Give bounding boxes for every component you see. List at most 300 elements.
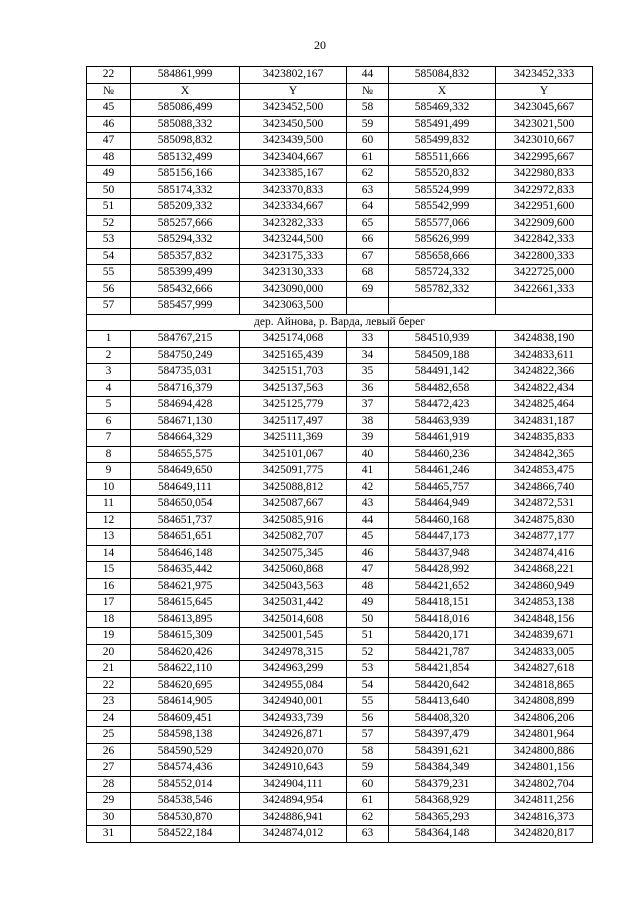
point-number-cell: 6 [87,413,131,430]
table-row [87,496,593,513]
y-coordinate-cell: 3423385,167 [240,166,347,183]
table-row [87,694,593,711]
table-row [87,562,593,579]
y-coordinate-cell: 3424820,817 [496,826,593,843]
point-number-cell: 67 [347,248,389,265]
y-coordinate-cell: 3424801,964 [496,727,593,744]
y-coordinate-cell: 3422972,833 [496,182,593,199]
x-coordinate-cell: 585156,166 [131,166,240,183]
x-coordinate-cell: 584622,110 [131,661,240,678]
table-row [87,166,593,183]
point-number-cell: 55 [87,265,131,282]
y-coordinate-cell: 3423090,000 [240,281,347,298]
point-number-cell: 33 [347,331,389,348]
y-coordinate-cell: 3424848,156 [496,611,593,628]
point-number-cell: № [87,83,131,100]
table-row [87,298,593,315]
x-coordinate-cell: 584472,423 [389,397,496,414]
y-coordinate-cell: 3425085,916 [240,512,347,529]
point-number-cell: 3 [87,364,131,381]
x-coordinate-cell: 584391,621 [389,743,496,760]
table-row [87,809,593,826]
table-row [87,710,593,727]
x-coordinate-cell: 584464,949 [389,496,496,513]
point-number-cell: 62 [347,166,389,183]
y-coordinate-cell: 3424842,365 [496,446,593,463]
point-number-cell: 43 [347,496,389,513]
table-row [87,529,593,546]
x-coordinate-cell: 585499,832 [389,133,496,150]
point-number-cell: 64 [347,199,389,216]
x-coordinate-cell: 584598,138 [131,727,240,744]
y-coordinate-cell: 3423404,667 [240,149,347,166]
x-coordinate-cell: 585457,999 [131,298,240,315]
x-coordinate-cell: 585782,332 [389,281,496,298]
y-coordinate-cell: 3423021,500 [496,116,593,133]
point-number-cell: 10 [87,479,131,496]
point-number-cell: 61 [347,793,389,810]
point-number-cell: 63 [347,826,389,843]
x-coordinate-cell: 584620,695 [131,677,240,694]
x-coordinate-cell: 584420,171 [389,628,496,645]
y-coordinate-cell: 3423045,667 [496,100,593,117]
point-number-cell: 31 [87,826,131,843]
x-coordinate-cell: 584368,929 [389,793,496,810]
point-number-cell: 18 [87,611,131,628]
x-coordinate-cell: 584615,645 [131,595,240,612]
point-number-cell: 60 [347,133,389,150]
x-coordinate-cell: 584635,442 [131,562,240,579]
x-coordinate-cell: 584365,293 [389,809,496,826]
point-number-cell: 39 [347,430,389,447]
y-coordinate-cell: 3424835,833 [496,430,593,447]
table-row [87,743,593,760]
y-coordinate-cell: 3422800,333 [496,248,593,265]
y-coordinate-cell: 3425091,775 [240,463,347,480]
x-coordinate-cell: 584421,787 [389,644,496,661]
table-row [87,611,593,628]
table-row [87,512,593,529]
x-coordinate-cell: 584613,895 [131,611,240,628]
x-coordinate-cell [389,298,496,315]
point-number-cell: 46 [87,116,131,133]
point-number-cell: 49 [87,166,131,183]
point-number-cell: 45 [87,100,131,117]
y-coordinate-cell: 3425151,703 [240,364,347,381]
y-coordinate-cell: 3424866,740 [496,479,593,496]
y-coordinate-cell: 3424816,373 [496,809,593,826]
x-coordinate-cell: 584509,188 [389,347,496,364]
x-coordinate-cell: 584615,309 [131,628,240,645]
y-coordinate-cell: 3423130,333 [240,265,347,282]
point-number-cell: 59 [347,760,389,777]
y-coordinate-cell: 3423370,833 [240,182,347,199]
x-coordinate-cell: 584379,231 [389,776,496,793]
table-row [87,446,593,463]
x-coordinate-cell: 584460,168 [389,512,496,529]
y-coordinate-cell: 3424833,005 [496,644,593,661]
x-coordinate-cell: 585469,332 [389,100,496,117]
x-coordinate-cell: 584735,031 [131,364,240,381]
y-coordinate-cell: Y [240,83,347,100]
point-number-cell: 48 [347,578,389,595]
y-coordinate-cell: 3425117,497 [240,413,347,430]
y-coordinate-cell: 3425031,442 [240,595,347,612]
table-row [87,776,593,793]
x-coordinate-cell: 584552,014 [131,776,240,793]
table-row [87,578,593,595]
y-coordinate-cell: 3424910,643 [240,760,347,777]
y-coordinate-cell: 3424963,299 [240,661,347,678]
point-number-cell: 52 [347,644,389,661]
table-row [87,347,593,364]
table-row [87,661,593,678]
table-row [87,430,593,447]
x-coordinate-cell: X [389,83,496,100]
y-coordinate-cell: 3423452,333 [496,67,593,84]
point-number-cell: 9 [87,463,131,480]
point-number-cell: 5 [87,397,131,414]
y-coordinate-cell: 3424811,256 [496,793,593,810]
point-number-cell: 1 [87,331,131,348]
y-coordinate-cell: 3425075,345 [240,545,347,562]
point-number-cell: 68 [347,265,389,282]
point-number-cell: 61 [347,149,389,166]
point-number-cell: 59 [347,116,389,133]
point-number-cell: 58 [347,743,389,760]
x-coordinate-cell: 585520,832 [389,166,496,183]
point-number-cell: 35 [347,364,389,381]
point-number-cell: 15 [87,562,131,579]
table-row [87,397,593,414]
point-number-cell: 14 [87,545,131,562]
y-coordinate-cell: 3422951,600 [496,199,593,216]
point-number-cell: 20 [87,644,131,661]
x-coordinate-cell: 584767,215 [131,331,240,348]
point-number-cell: 24 [87,710,131,727]
point-number-cell: 69 [347,281,389,298]
point-number-cell: 37 [347,397,389,414]
table-row [87,727,593,744]
point-number-cell: 29 [87,793,131,810]
point-number-cell: 56 [87,281,131,298]
y-coordinate-cell: 3424894,954 [240,793,347,810]
y-coordinate-cell: 3423282,333 [240,215,347,232]
point-number-cell: 58 [347,100,389,117]
table-row [87,793,593,810]
table-row [87,248,593,265]
y-coordinate-cell: 3422661,333 [496,281,593,298]
table-row [87,826,593,843]
x-coordinate-cell: 585086,499 [131,100,240,117]
point-number-cell: 60 [347,776,389,793]
y-coordinate-cell: 3425125,779 [240,397,347,414]
x-coordinate-cell: 584421,652 [389,578,496,595]
y-coordinate-cell: 3424874,012 [240,826,347,843]
point-number-cell: 13 [87,529,131,546]
table-row [87,364,593,381]
table-header-row [87,83,593,100]
x-coordinate-cell: 584651,651 [131,529,240,546]
table-row [87,413,593,430]
x-coordinate-cell: 585491,499 [389,116,496,133]
y-coordinate-cell: 3425174,068 [240,331,347,348]
x-coordinate-cell: 584384,349 [389,760,496,777]
table-row [87,760,593,777]
y-coordinate-cell: 3424853,475 [496,463,593,480]
table-row [87,133,593,150]
point-number-cell: 30 [87,809,131,826]
y-coordinate-cell: 3424926,871 [240,727,347,744]
y-coordinate-cell: 3424808,899 [496,694,593,711]
point-number-cell: 41 [347,463,389,480]
x-coordinate-cell: 585132,499 [131,149,240,166]
point-number-cell: 22 [87,677,131,694]
section-title: дер. Айнова, р. Варда, левый берег [87,314,593,331]
x-coordinate-cell: 585511,666 [389,149,496,166]
y-coordinate-cell: 3424853,138 [496,595,593,612]
x-coordinate-cell: 584861,999 [131,67,240,84]
x-coordinate-cell: 584538,546 [131,793,240,810]
y-coordinate-cell: 3424838,190 [496,331,593,348]
x-coordinate-cell: 584649,111 [131,479,240,496]
x-coordinate-cell: 584408,320 [389,710,496,727]
x-coordinate-cell: 584397,479 [389,727,496,744]
y-coordinate-cell: 3425060,868 [240,562,347,579]
x-coordinate-cell: 584428,992 [389,562,496,579]
point-number-cell: № [347,83,389,100]
x-coordinate-cell: 584609,451 [131,710,240,727]
point-number-cell: 50 [347,611,389,628]
point-number-cell: 11 [87,496,131,513]
y-coordinate-cell: 3425088,812 [240,479,347,496]
y-coordinate-cell: 3424874,416 [496,545,593,562]
y-coordinate-cell: 3424860,949 [496,578,593,595]
point-number-cell: 34 [347,347,389,364]
table-row [87,67,593,84]
table-row [87,479,593,496]
point-number-cell: 17 [87,595,131,612]
y-coordinate-cell: 3424806,206 [496,710,593,727]
point-number-cell: 21 [87,661,131,678]
y-coordinate-cell: 3425137,563 [240,380,347,397]
x-coordinate-cell: 584465,757 [389,479,496,496]
point-number-cell: 54 [347,677,389,694]
x-coordinate-cell: 584620,426 [131,644,240,661]
y-coordinate-cell: 3425111,369 [240,430,347,447]
point-number-cell: 45 [347,529,389,546]
y-coordinate-cell: 3424833,611 [496,347,593,364]
y-coordinate-cell: 3424904,111 [240,776,347,793]
y-coordinate-cell: 3423802,167 [240,67,347,84]
point-number-cell: 49 [347,595,389,612]
point-number-cell: 53 [347,661,389,678]
x-coordinate-cell: 584621,975 [131,578,240,595]
point-number-cell: 63 [347,182,389,199]
table-row [87,182,593,199]
point-number-cell: 47 [347,562,389,579]
table-row [87,232,593,249]
point-number-cell: 44 [347,67,389,84]
x-coordinate-cell: 585209,332 [131,199,240,216]
y-coordinate-cell: 3425014,608 [240,611,347,628]
y-coordinate-cell: 3424877,177 [496,529,593,546]
table-row [87,215,593,232]
table-row [87,380,593,397]
x-coordinate-cell: 584651,737 [131,512,240,529]
y-coordinate-cell: 3424827,618 [496,661,593,678]
point-number-cell: 44 [347,512,389,529]
y-coordinate-cell: 3425043,563 [240,578,347,595]
point-number-cell: 52 [87,215,131,232]
y-coordinate-cell: 3425101,067 [240,446,347,463]
point-number-cell: 12 [87,512,131,529]
y-coordinate-cell: 3422995,667 [496,149,593,166]
point-number-cell: 57 [347,727,389,744]
y-coordinate-cell: 3424831,187 [496,413,593,430]
y-coordinate-cell: 3424839,671 [496,628,593,645]
point-number-cell: 47 [87,133,131,150]
y-coordinate-cell: 3425001,545 [240,628,347,645]
point-number-cell [347,298,389,315]
x-coordinate-cell: 584482,658 [389,380,496,397]
x-coordinate-cell: 584461,919 [389,430,496,447]
y-coordinate-cell: 3425087,667 [240,496,347,513]
y-coordinate-cell: 3424822,434 [496,380,593,397]
point-number-cell: 66 [347,232,389,249]
y-coordinate-cell: 3423010,667 [496,133,593,150]
y-coordinate-cell: Y [496,83,593,100]
point-number-cell: 22 [87,67,131,84]
y-coordinate-cell: 3424933,739 [240,710,347,727]
y-coordinate-cell: 3424868,221 [496,562,593,579]
x-coordinate-cell: 584664,329 [131,430,240,447]
point-number-cell: 55 [347,694,389,711]
coordinates-table [86,66,593,843]
x-coordinate-cell: 584574,436 [131,760,240,777]
y-coordinate-cell [496,298,593,315]
x-coordinate-cell: 585577,066 [389,215,496,232]
x-coordinate-cell: 585626,999 [389,232,496,249]
y-coordinate-cell: 3423334,667 [240,199,347,216]
x-coordinate-cell: 584614,905 [131,694,240,711]
table-row [87,644,593,661]
y-coordinate-cell: 3422909,600 [496,215,593,232]
x-coordinate-cell: 584460,236 [389,446,496,463]
x-coordinate-cell: 584750,249 [131,347,240,364]
table-row [87,677,593,694]
point-number-cell: 26 [87,743,131,760]
y-coordinate-cell: 3424872,531 [496,496,593,513]
y-coordinate-cell: 3423452,500 [240,100,347,117]
x-coordinate-cell: 584530,870 [131,809,240,826]
x-coordinate-cell: 585724,332 [389,265,496,282]
x-coordinate-cell: 584716,379 [131,380,240,397]
point-number-cell: 62 [347,809,389,826]
point-number-cell: 16 [87,578,131,595]
table-row [87,628,593,645]
point-number-cell: 4 [87,380,131,397]
x-coordinate-cell: 584522,184 [131,826,240,843]
point-number-cell: 48 [87,149,131,166]
x-coordinate-cell: 584447,173 [389,529,496,546]
table-row [87,545,593,562]
section-title-row [87,314,593,331]
table-row [87,199,593,216]
point-number-cell: 53 [87,232,131,249]
x-coordinate-cell: 584649,650 [131,463,240,480]
point-number-cell: 65 [347,215,389,232]
table-row [87,265,593,282]
point-number-cell: 7 [87,430,131,447]
y-coordinate-cell: 3425082,707 [240,529,347,546]
x-coordinate-cell: 584590,529 [131,743,240,760]
point-number-cell: 36 [347,380,389,397]
x-coordinate-cell: 584510,939 [389,331,496,348]
table-row [87,281,593,298]
x-coordinate-cell: 585542,999 [389,199,496,216]
x-coordinate-cell: 584463,939 [389,413,496,430]
x-coordinate-cell: 585088,332 [131,116,240,133]
y-coordinate-cell: 3424886,941 [240,809,347,826]
point-number-cell: 42 [347,479,389,496]
y-coordinate-cell: 3424940,001 [240,694,347,711]
y-coordinate-cell: 3422725,000 [496,265,593,282]
y-coordinate-cell: 3424822,366 [496,364,593,381]
y-coordinate-cell: 3422842,333 [496,232,593,249]
x-coordinate-cell: 584413,640 [389,694,496,711]
x-coordinate-cell: 585399,499 [131,265,240,282]
y-coordinate-cell: 3422980,833 [496,166,593,183]
point-number-cell: 50 [87,182,131,199]
x-coordinate-cell: 584671,130 [131,413,240,430]
x-coordinate-cell: 585357,832 [131,248,240,265]
x-coordinate-cell: 585174,332 [131,182,240,199]
x-coordinate-cell: 585524,999 [389,182,496,199]
page-number: 20 [314,38,326,52]
point-number-cell: 2 [87,347,131,364]
y-coordinate-cell: 3423439,500 [240,133,347,150]
point-number-cell: 40 [347,446,389,463]
x-coordinate-cell: 584364,148 [389,826,496,843]
table-row [87,463,593,480]
x-coordinate-cell: 585658,666 [389,248,496,265]
x-coordinate-cell: 585294,332 [131,232,240,249]
y-coordinate-cell: 3425165,439 [240,347,347,364]
point-number-cell: 57 [87,298,131,315]
x-coordinate-cell: 584491,142 [389,364,496,381]
y-coordinate-cell: 3424818,865 [496,677,593,694]
x-coordinate-cell: 584650,054 [131,496,240,513]
y-coordinate-cell: 3424802,704 [496,776,593,793]
x-coordinate-cell: 584461,246 [389,463,496,480]
x-coordinate-cell: 584418,016 [389,611,496,628]
y-coordinate-cell: 3423063,500 [240,298,347,315]
x-coordinate-cell: 584646,148 [131,545,240,562]
x-coordinate-cell: 584437,948 [389,545,496,562]
point-number-cell: 46 [347,545,389,562]
y-coordinate-cell: 3424825,464 [496,397,593,414]
y-coordinate-cell: 3424800,886 [496,743,593,760]
y-coordinate-cell: 3424955,084 [240,677,347,694]
point-number-cell: 54 [87,248,131,265]
point-number-cell: 8 [87,446,131,463]
x-coordinate-cell: 585257,666 [131,215,240,232]
table-row [87,100,593,117]
y-coordinate-cell: 3423450,500 [240,116,347,133]
x-coordinate-cell: 584655,575 [131,446,240,463]
y-coordinate-cell: 3424920,070 [240,743,347,760]
